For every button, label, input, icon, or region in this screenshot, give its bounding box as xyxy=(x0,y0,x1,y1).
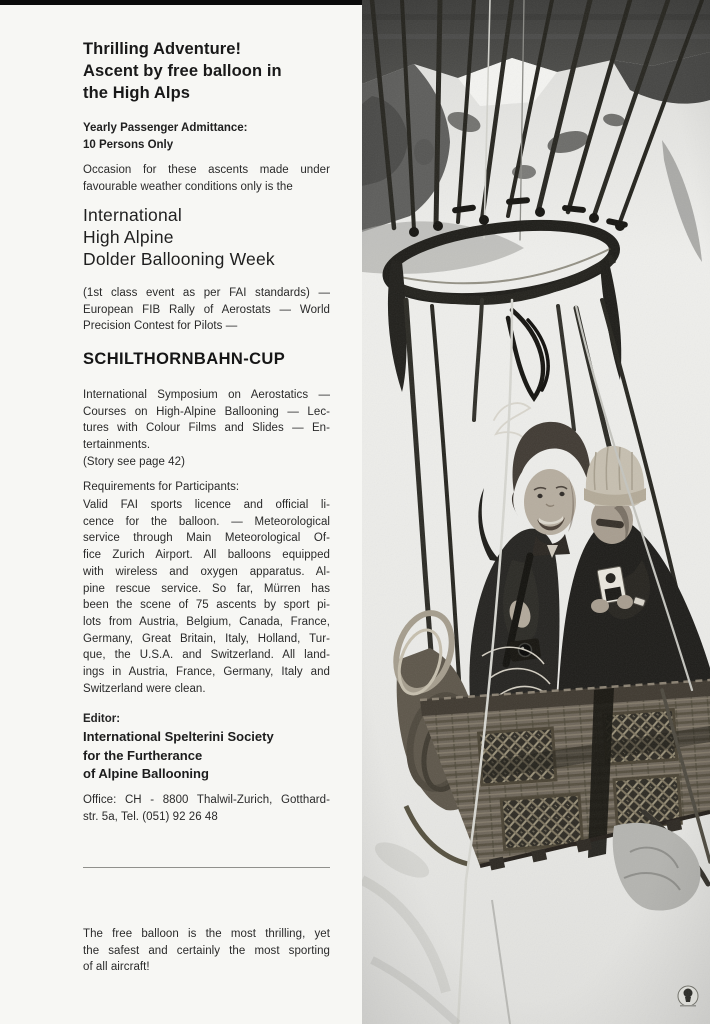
text-line: Switzerland were clean. xyxy=(83,682,206,695)
text-line: with wireless and oxygen apparatus. Al- xyxy=(83,565,330,578)
photo-grain xyxy=(362,0,710,1024)
event-title xyxy=(83,204,330,270)
story-note: (Story see page 42) xyxy=(83,455,185,468)
title-line: the High Alps xyxy=(83,84,191,102)
text-line: the safest and certainly the most sporting xyxy=(83,944,330,957)
requirements-label xyxy=(83,479,330,496)
event-details xyxy=(83,285,330,335)
event-title-line: High Alpine xyxy=(83,227,174,247)
text-line: Germany, Great Britain, Italy, Holland, Tur- xyxy=(83,632,330,645)
editor-label: Editor: xyxy=(83,713,121,725)
text-line: ings in Austria, France, Germany, Italy and xyxy=(83,666,330,679)
title-line: Thrilling Adventure! xyxy=(83,40,242,58)
event-title-line: Dolder Ballooning Week xyxy=(83,249,275,269)
text-line: pine rescue service. So far, Mürren has xyxy=(83,582,330,595)
article-title xyxy=(83,38,330,104)
admittance-label: Yearly Passenger Admittance: xyxy=(83,122,248,134)
requirements-label-text: Requirements for Participants: xyxy=(83,481,240,493)
title-line: Ascent by free balloon in xyxy=(83,62,282,80)
text-line: str. 5a, Tel. (051) 92 26 48 xyxy=(83,810,218,823)
intro-paragraph xyxy=(83,162,330,195)
text-line: Office: CH - 8800 Thalwil-Zurich, Gotthard- xyxy=(83,794,330,806)
balloon-photo-art xyxy=(362,0,710,1024)
text-line: tures with Colour Films and Slides — En- xyxy=(83,422,330,435)
text-line: European FIB Rally of Aerostats — World xyxy=(83,303,330,316)
event-title-line: International xyxy=(83,205,182,225)
editor-block xyxy=(83,710,330,784)
text-line: Valid FAI sports licence and official li- xyxy=(83,499,330,511)
text-line: service through Main Meteorological Of- xyxy=(83,532,330,545)
admittance-value: 10 Persons Only xyxy=(83,139,174,151)
text-line: The free balloon is the most thrilling, yet xyxy=(83,928,330,940)
admittance-note xyxy=(83,120,330,154)
closing-paragraph xyxy=(83,926,330,976)
cup-title xyxy=(83,350,330,369)
page-top-crop-bar xyxy=(0,0,363,5)
text-line: que, the U.S.A. and Switzerland. All land- xyxy=(83,649,330,662)
text-line: Courses on High-Alpine Ballooning — Lec- xyxy=(83,405,330,418)
section-divider xyxy=(83,867,330,868)
text-line: (1st class event as per FAI standards) — xyxy=(83,287,330,299)
text-line: cence for the balloon. — Meteorological xyxy=(83,515,330,528)
editor-line: International Spelterini Society xyxy=(83,729,274,744)
cup-details xyxy=(83,387,330,471)
editor-line: of Alpine Ballooning xyxy=(83,766,209,781)
requirements-paragraph xyxy=(83,497,330,697)
text-line: fice Zurich Airport. All balloons equipped xyxy=(83,549,330,562)
text-line: favourable weather conditions only is the xyxy=(83,180,293,193)
office-address xyxy=(83,792,330,825)
text-line: been the scene of 75 ascents by sport pi- xyxy=(83,599,330,612)
text-line: Precision Contest for Pilots — xyxy=(83,320,238,333)
balloon-basket-photo xyxy=(362,0,710,1024)
text-line: Occasion for these ascents made under xyxy=(83,164,330,176)
text-line: lots from Austria, Belgium, Canada, France, xyxy=(83,615,330,628)
text-line: of all aircraft! xyxy=(83,961,150,974)
cup-title-text: SCHILTHORNBAHN-CUP xyxy=(83,350,286,368)
editor-line: for the Furtherance xyxy=(83,747,203,763)
text-line: International Symposium on Aerostatics — xyxy=(83,389,330,401)
text-line: tertainments. xyxy=(83,439,151,452)
